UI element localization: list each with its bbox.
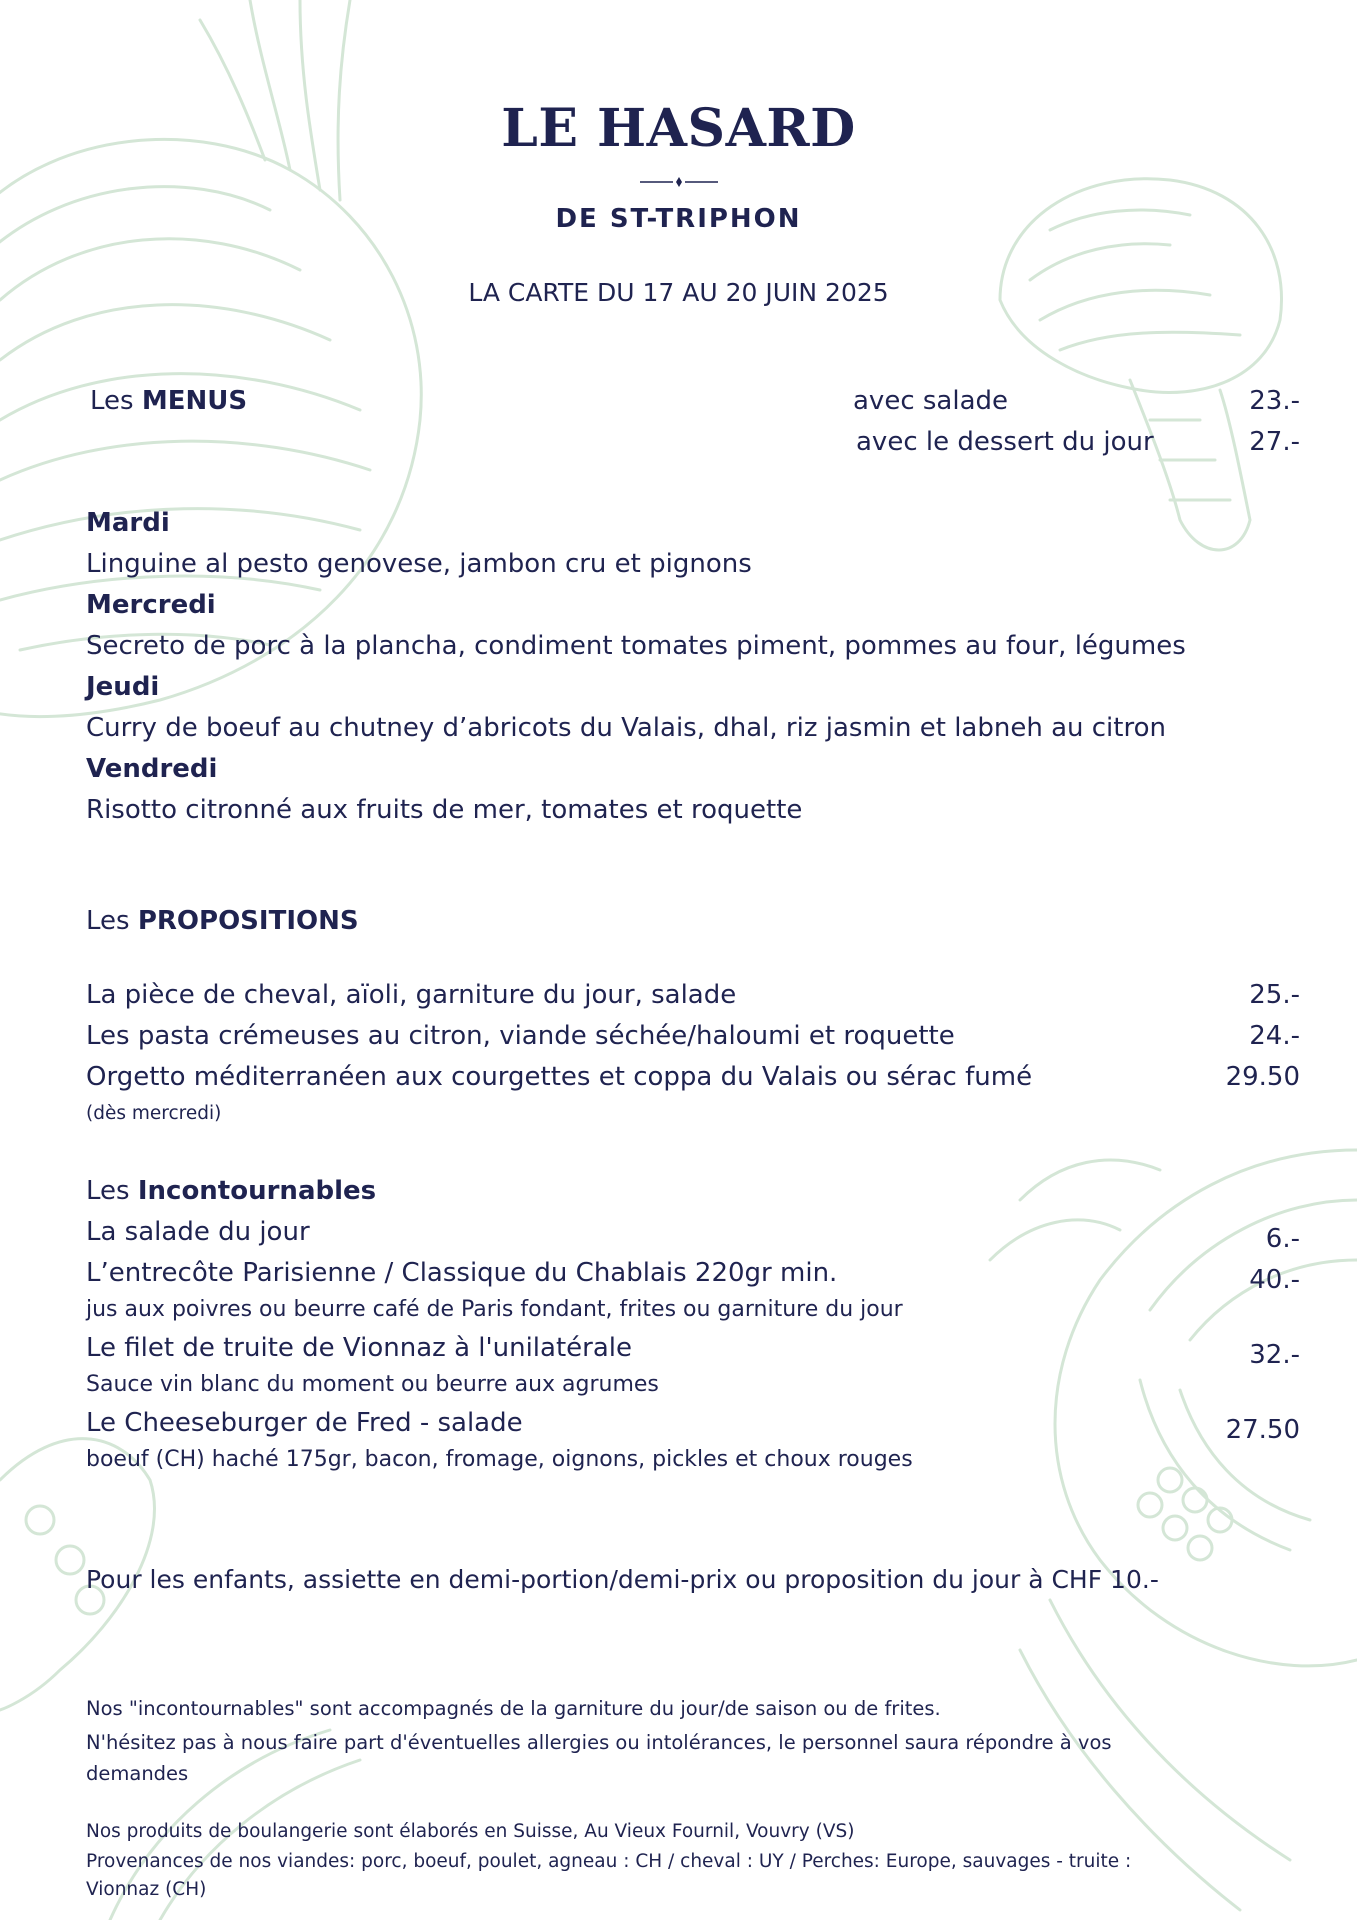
incontournable-price: 32.- bbox=[1249, 1340, 1300, 1370]
incontournable-detail: boeuf (CH) haché 175gr, bacon, fromage, oignons, pickles et choux rouges bbox=[86, 1447, 913, 1472]
incontournable-name: L’entrecôte Parisienne / Classique du Chablais 220gr min. bbox=[86, 1258, 838, 1288]
proposition-name: Les pasta crémeuses au citron, viande séchée/haloumi et roquette bbox=[86, 1021, 955, 1051]
menu-option-price: 23.- bbox=[1249, 386, 1300, 416]
footer-note-provenance: Provenances de nos viandes: porc, boeuf, poulet, agneau : CH / cheval : UY / Perches: Europe, sauvages - truite : Vionnaz (CH) bbox=[86, 1851, 1132, 1900]
incontournable-price: 6.- bbox=[1265, 1224, 1300, 1254]
menus-heading bbox=[90, 386, 247, 416]
incontournable-price: 27.50 bbox=[1225, 1415, 1300, 1445]
day-dish: Risotto citronné aux fruits de mer, tomates et roquette bbox=[86, 795, 803, 825]
incontournable-name: Le filet de truite de Vionnaz à l'unilatérale bbox=[86, 1333, 632, 1363]
incontournable-detail: Sauce vin blanc du moment ou beurre aux agrumes bbox=[86, 1372, 659, 1397]
menus-heading-strong: MENUS bbox=[141, 386, 248, 416]
menu-date-line: LA CARTE DU 17 AU 20 JUIN 2025 bbox=[468, 278, 889, 307]
proposition-price: 29.50 bbox=[1225, 1062, 1300, 1092]
day-label: Jeudi bbox=[86, 672, 160, 702]
incontournables-heading-prefix: Les bbox=[86, 1176, 130, 1206]
proposition-price: 25.- bbox=[1249, 980, 1300, 1010]
kids-note: Pour les enfants, assiette en demi-portion/demi-prix ou proposition du jour à CHF 10.- bbox=[86, 1565, 1159, 1594]
proposition-name: La pièce de cheval, aïoli, garniture du jour, salade bbox=[86, 980, 737, 1010]
day-label: Mercredi bbox=[86, 590, 216, 620]
propositions-heading-prefix: Les bbox=[86, 906, 130, 936]
propositions-heading-strong: PROPOSITIONS bbox=[137, 906, 359, 936]
incontournable-price: 40.- bbox=[1249, 1265, 1300, 1295]
proposition-price: 24.- bbox=[1249, 1021, 1300, 1051]
propositions-heading bbox=[86, 906, 359, 936]
footer-note-garniture: Nos "incontournables" sont accompagnés de la garniture du jour/de saison ou de frites. bbox=[86, 1697, 941, 1720]
incontournable-detail: jus aux poivres ou beurre café de Paris fondant, frites ou garniture du jour bbox=[86, 1297, 903, 1322]
menu-option-label: avec salade bbox=[853, 386, 1009, 416]
incontournable-name: La salade du jour bbox=[86, 1217, 310, 1247]
restaurant-logo-title: LE HASARD bbox=[501, 98, 856, 159]
day-dish: Curry de boeuf au chutney d’abricots du Valais, dhal, riz jasmin et labneh au citron bbox=[86, 713, 1166, 743]
menu-option-price: 27.- bbox=[1249, 427, 1300, 457]
restaurant-logo-subtitle: DE ST-TRIPHON bbox=[555, 204, 802, 234]
day-dish: Linguine al pesto genovese, jambon cru et pignons bbox=[86, 549, 752, 579]
proposition-note: (dès mercredi) bbox=[86, 1103, 222, 1124]
footer-note-allergies: N'hésitez pas à nous faire part d'éventuelles allergies ou intolérances, le personnel saura répondre à vos demandes bbox=[86, 1731, 1112, 1785]
menu-option-label: avec le dessert du jour bbox=[856, 427, 1154, 457]
incontournables-heading-strong: Incontournables bbox=[137, 1176, 377, 1206]
proposition-name: Orgetto méditerranéen aux courgettes et coppa du Valais ou sérac fumé bbox=[86, 1062, 1033, 1092]
footer-note-boulangerie: Nos produits de boulangerie sont élaborés en Suisse, Au Vieux Fournil, Vouvry (VS) bbox=[86, 1821, 855, 1842]
incontournable-name: Le Cheeseburger de Fred - salade bbox=[86, 1408, 523, 1438]
incontournables-heading bbox=[86, 1176, 376, 1206]
day-label: Vendredi bbox=[86, 754, 218, 784]
logo-ornament bbox=[640, 176, 718, 188]
day-label: Mardi bbox=[86, 508, 170, 538]
day-dish: Secreto de porc à la plancha, condiment tomates piment, pommes au four, légumes bbox=[86, 631, 1186, 661]
menus-heading-prefix: Les bbox=[90, 386, 134, 416]
